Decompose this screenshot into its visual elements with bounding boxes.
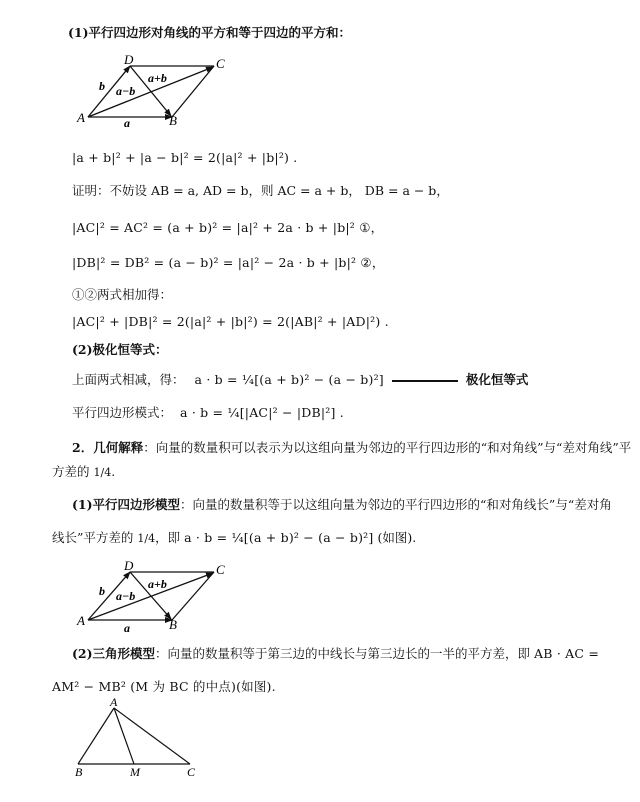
model2-line2: AM² − MB² (M 为 BC 的中点)(如图). (52, 679, 276, 694)
polarization-equation: a · b = ¼[(a + b)² − (a − b)²] (194, 372, 384, 387)
parallelogram-diagram-2 (74, 560, 244, 634)
model1-text: ：向量的数量积等于以这组向量为邻边的平行四边形的“和对角线长”与“差对角 (180, 497, 612, 512)
parallelogram-mode-label: 平行四边形模式： (72, 405, 173, 420)
label-A: A (77, 110, 85, 125)
section3-heading-text2: 方差的 (52, 464, 90, 479)
label-tri-B: B (75, 765, 83, 779)
sum-intro: ①②两式相加得： (72, 287, 173, 302)
triangle-diagram (70, 694, 220, 780)
section3-heading-line1 (72, 440, 631, 456)
label-C-2: C (216, 562, 225, 577)
model1-text2: 线长”平方差的 (52, 530, 134, 545)
equation-3: |AC|² + |DB|² = 2(|a|² + |b|²) = 2(|AB|² + |AD|²) . (72, 314, 389, 329)
label-B: B (169, 113, 177, 128)
equation-1: |AC|² = AC² = (a + b)² = |a|² + 2a · b + |b|² ①， (72, 220, 384, 235)
label-D: D (124, 54, 134, 67)
equation-2: |DB|² = DB² = (a − b)² = |a|² − 2a · b + |b|² ②， (72, 255, 385, 270)
model1-tail: (如图). (377, 530, 417, 545)
model1-text2-mid: ，即 (155, 530, 181, 545)
polarization-intro: 上面两式相减，得： (72, 372, 185, 387)
label-a-plus-b: a+b (148, 71, 167, 85)
model1-fraction: 1/4 (137, 532, 156, 545)
label-a-minus-b: a−b (116, 84, 136, 98)
label-D-2: D (124, 560, 134, 573)
model2-title: (2)三角形模型 (72, 646, 156, 661)
parallelogram-diagram-1 (74, 54, 244, 128)
label-A-2: A (77, 613, 85, 628)
model2-text: ：向量的数量积等于第三边的中线长与第三边长的一半的平方差，即 (155, 646, 531, 661)
proof-intro: 证明：不妨设 AB = a, AD = b，则 AC = a + b， DB = a − b， (72, 183, 449, 198)
label-a-2: a (124, 621, 130, 634)
label-a: a (124, 116, 130, 128)
section3-heading-line2: 方差的 1/4. (52, 464, 116, 479)
polarization-tag: 极化恒等式 (465, 372, 529, 387)
label-C: C (216, 56, 225, 71)
model1-title: (1)平行四边形模型 (72, 497, 181, 512)
section3-number: 2． (72, 440, 94, 455)
identity-equation: |a + b|² + |a − b|² = 2(|a|² + |b|²) . (72, 150, 298, 165)
section3-heading-bold: 几何解释 (93, 440, 144, 455)
section2-heading: (2)极化恒等式： (72, 342, 168, 357)
parallelogram-mode-equation: a · b = ¼[|AC|² − |DB|²] . (180, 405, 344, 420)
section1-heading: (1)平行四边形对角线的平方和等于四边的平方和： (68, 25, 352, 40)
model2-equation: AB · AC = (534, 646, 600, 661)
label-B-2: B (169, 617, 177, 632)
label-a-plus-b-2: a+b (148, 577, 167, 591)
label-b: b (99, 79, 105, 93)
arrow-line (392, 380, 458, 382)
label-tri-A: A (110, 695, 118, 709)
model1-equation: a · b = ¼[(a + b)² − (a − b)²] (184, 530, 374, 545)
fraction-quarter: 1/4 (93, 466, 112, 479)
label-a-minus-b-2: a−b (116, 589, 136, 603)
label-tri-C: C (187, 765, 196, 779)
label-b-2: b (99, 584, 105, 598)
label-tri-M: M (130, 765, 140, 779)
section3-heading-text: ：向量的数量积可以表示为以这组向量为邻边的平行四边形的“和对角线”与“差对角线”平 (143, 440, 632, 455)
